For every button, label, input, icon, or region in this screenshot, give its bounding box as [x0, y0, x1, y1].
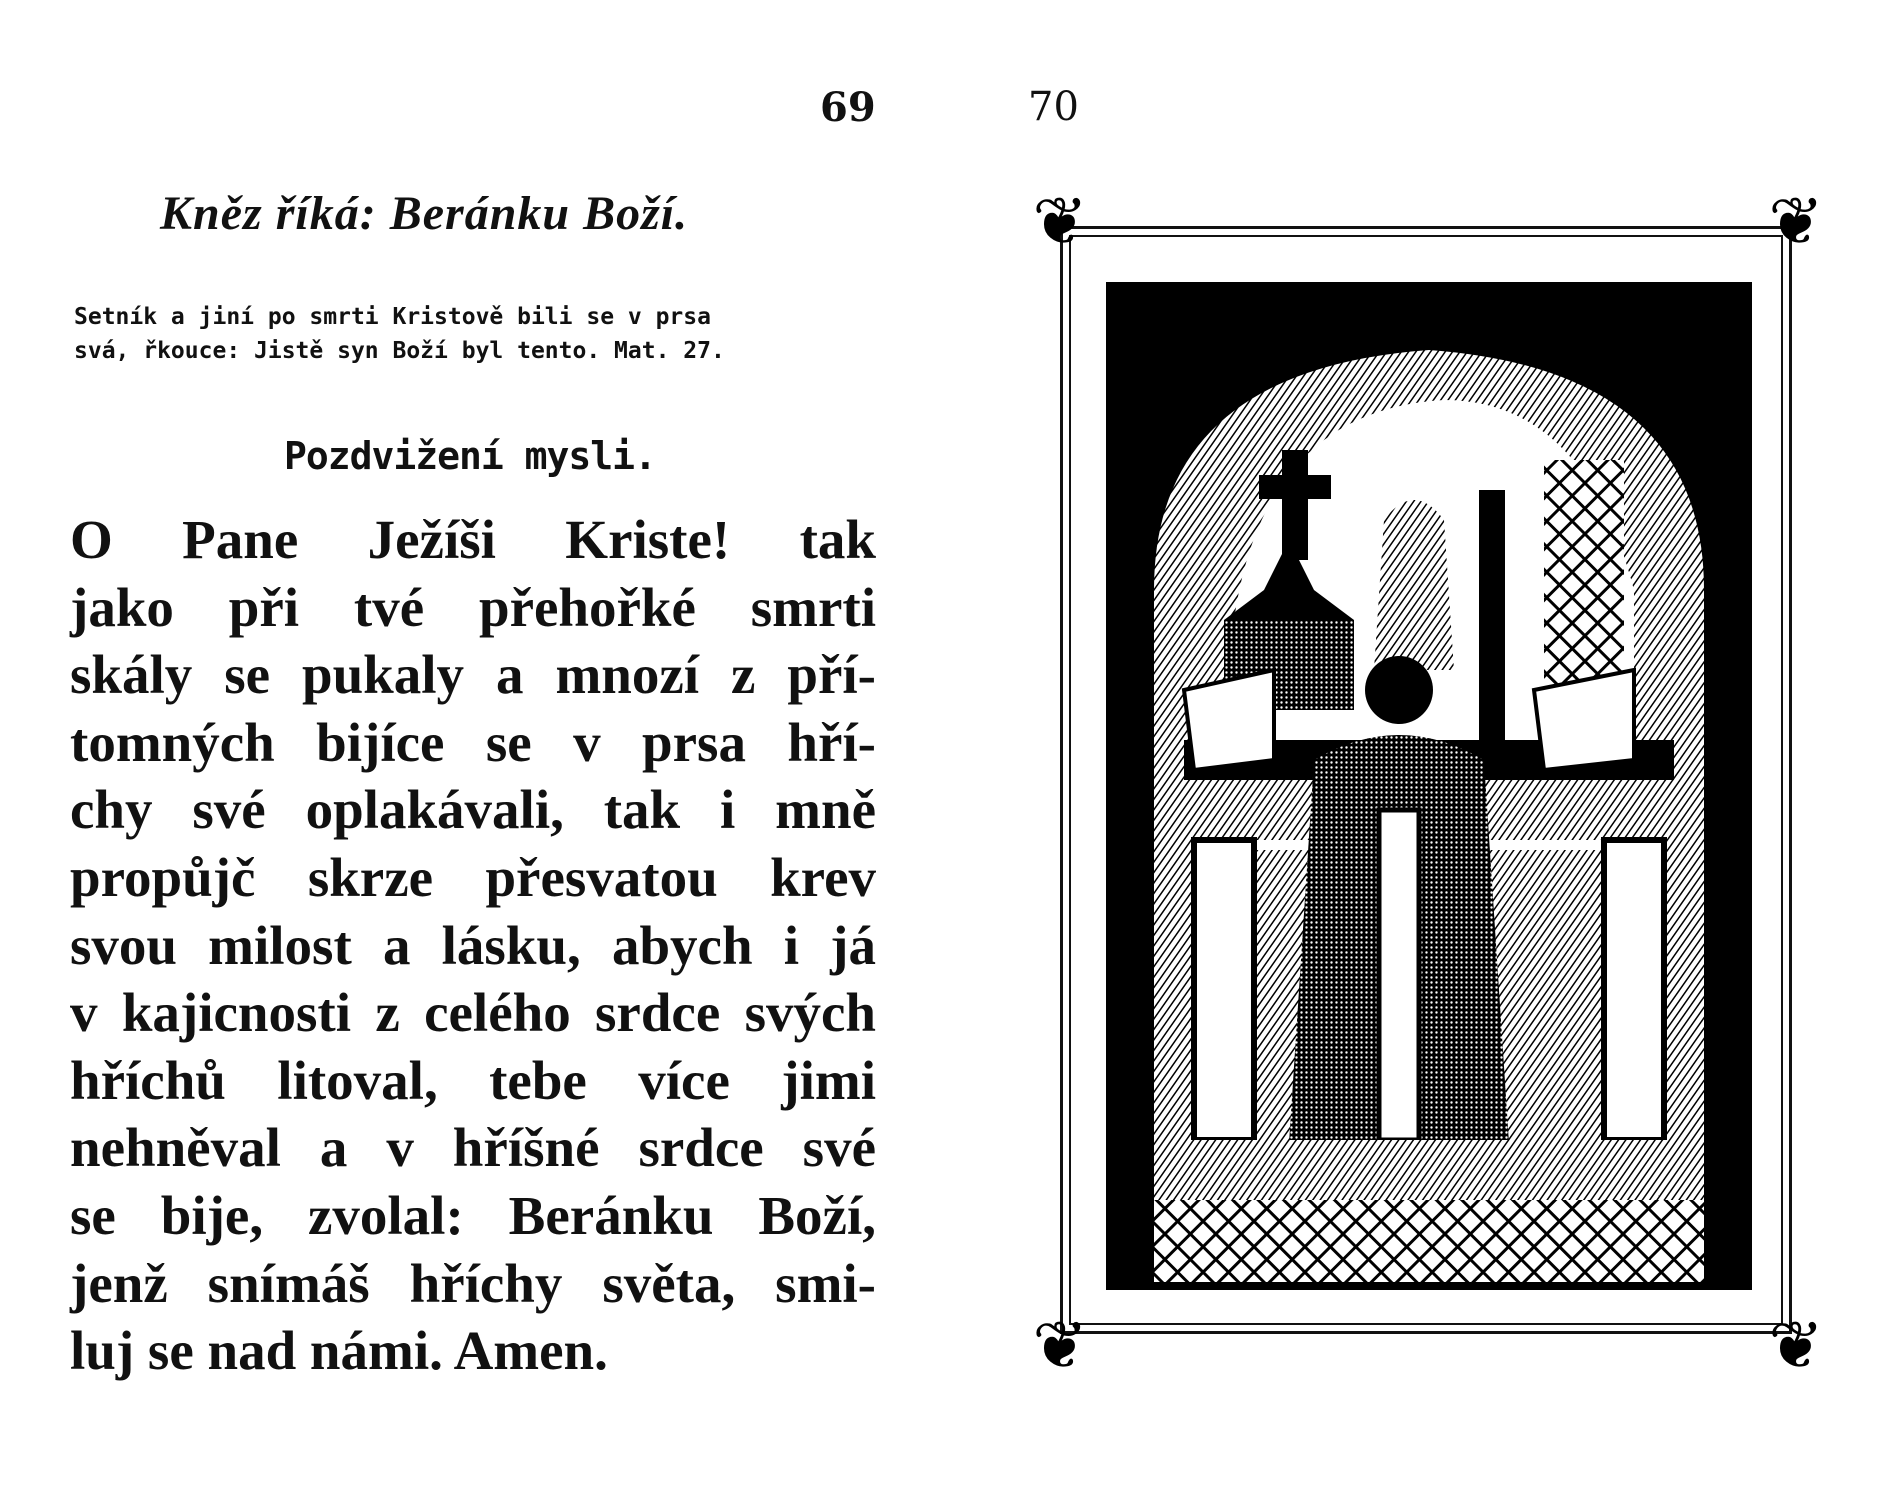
- scripture-citation: [74, 300, 874, 368]
- prayer-line: chy své oplakávali, tak i mně: [70, 779, 876, 841]
- prayer-line: nehněval a v hříšné srdce své: [70, 1117, 876, 1179]
- citation-line: svá, řkouce: Jistě syn Boží byl tento. Mat. 27.: [74, 338, 725, 364]
- corner-ornament-icon: ❦: [1768, 183, 1824, 260]
- engraving-graphic: [1114, 290, 1744, 1282]
- page-number-left: 69: [820, 84, 876, 131]
- prayer-line: propůjč skrze přesvatou krev: [70, 846, 876, 908]
- prayer-line: se bije, zvolal: Beránku Boží,: [70, 1184, 876, 1246]
- prayer-line: jenž snímáš hříchy světa, smi-: [70, 1252, 876, 1314]
- priest-at-altar-illustration: [1106, 282, 1752, 1290]
- corner-ornament-icon: ❦: [1032, 1307, 1088, 1384]
- prayer-line: v kajicnosti z celého srdce svých: [70, 982, 876, 1044]
- citation-line: Setník a jiní po smrti Kristově bili se v prsa: [74, 304, 711, 330]
- prayer-line: luj se nad námi. Amen.: [70, 1320, 608, 1382]
- page-heading: Kněz říká: Beránku Boží.: [160, 187, 689, 240]
- section-title: Pozdvižení mysli.: [284, 434, 656, 478]
- prayer-line: jako při tvé přehořké smrti: [70, 576, 876, 638]
- corner-ornament-icon: ❦: [1032, 183, 1088, 260]
- prayer-line: skály se pukaly a mnozí z pří-: [70, 644, 876, 706]
- prayer-line: tomných bijíce se v prsa hří-: [70, 711, 876, 773]
- prayer-text: [70, 506, 876, 1385]
- corner-ornament-icon: ❦: [1768, 1307, 1824, 1384]
- prayer-line: svou milost a lásku, abych i já: [70, 914, 876, 976]
- prayer-line: hříchů litoval, tebe více jimi: [70, 1049, 876, 1111]
- right-page: [1024, 183, 1832, 1384]
- prayer-line: O Pane Ježíši Kriste! tak: [70, 509, 876, 570]
- page-number-right: 70: [1028, 84, 1079, 130]
